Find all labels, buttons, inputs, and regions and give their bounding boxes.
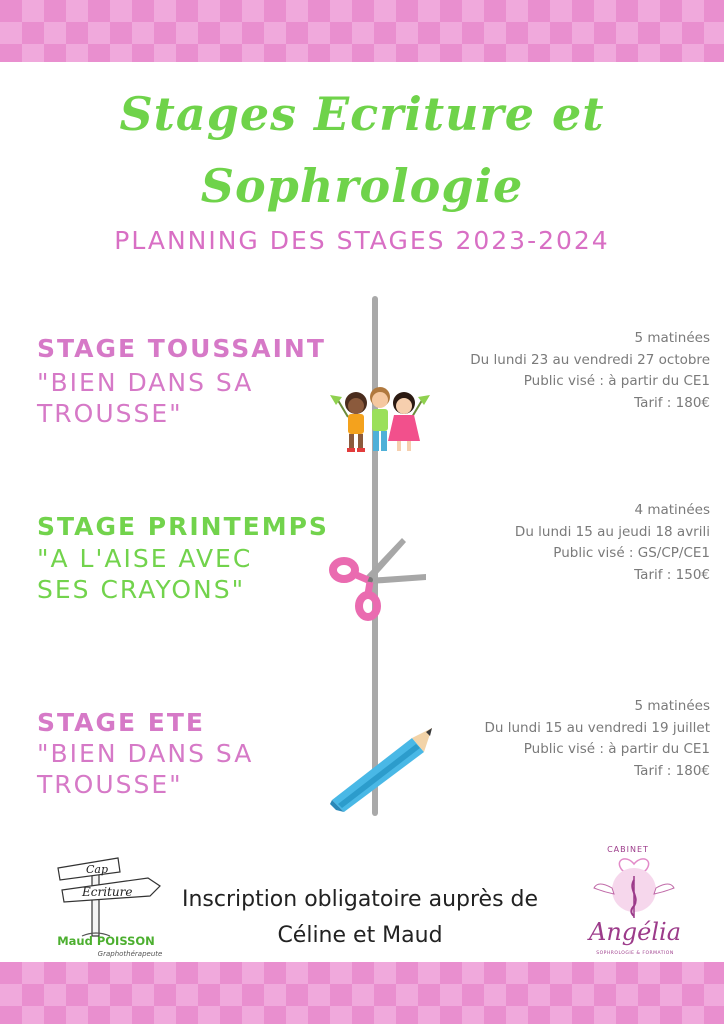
stage-1-name: STAGE TOUSSAINT: [37, 334, 326, 363]
stage-1-sessions: 5 matinées: [634, 330, 710, 346]
registration-line-1: Inscription obligatoire auprès de: [181, 887, 539, 912]
maud-name: Maud POISSON: [57, 934, 155, 948]
stage-2-sessions: 4 matinées: [634, 502, 710, 518]
page-subtitle: PLANNING DES STAGES 2023-2024: [114, 226, 610, 255]
top-decorative-band: [0, 0, 724, 62]
bottom-decorative-band: [0, 962, 724, 1024]
pencil-icon: [328, 724, 436, 812]
page-title: [0, 78, 724, 222]
registration-note: [150, 882, 570, 954]
stage-2-name: STAGE PRINTEMPS: [37, 512, 329, 541]
sign-top-text: Cap: [86, 863, 109, 876]
stage-3-audience: Public visé : à partir du CE1: [523, 741, 710, 757]
stage-2-subtitle-line-1: "A L'AISE AVEC: [37, 544, 253, 573]
scissors-icon: [326, 534, 430, 626]
stage-1-price: Tarif : 180€: [634, 394, 710, 411]
stage-2-audience: Public visé : GS/CP/CE1: [553, 545, 710, 561]
stage-1-subtitle: [37, 367, 253, 429]
stage-1-subtitle-line-1: "BIEN DANS SA: [37, 368, 254, 397]
cabinet-label: CABINET: [607, 845, 649, 854]
registration-line-2: Céline et Maud: [277, 923, 443, 948]
stage-1-dates: Du lundi 23 au vendredi 27 octobre: [470, 351, 710, 368]
stage-2-dates: Du lundi 15 au jeudi 18 avrili: [514, 523, 710, 540]
stage-2-subtitle-line-2: SES CRAYONS": [37, 575, 246, 604]
stage-1-subtitle-line-2: TROUSSE": [37, 399, 183, 428]
angelia-tagline: SOPHROLOGIE & FORMATION: [596, 951, 674, 956]
stage-2-subtitle: [37, 543, 252, 605]
stage-2-price: Tarif : 150€: [634, 566, 710, 583]
stage-1-audience: Public visé : à partir du CE1: [523, 373, 710, 389]
stage-3-sessions: 5 matinées: [634, 698, 710, 714]
title-line-2: Sophrologie: [200, 159, 524, 213]
title-line-1: Stages Ecriture et: [119, 87, 605, 141]
sign-bottom-text: Ecriture: [82, 885, 133, 899]
stage-3-dates: Du lundi 15 au vendredi 19 juillet: [484, 719, 710, 736]
maud-role: Graphothérapeute: [97, 950, 163, 958]
stage-3-name: STAGE ETE: [37, 708, 205, 737]
children-icon: [328, 383, 432, 459]
stage-3-price: Tarif : 180€: [634, 762, 710, 779]
stage-3-subtitle-line-1: "BIEN DANS SA: [37, 739, 254, 768]
stage-3-subtitle-line-2: TROUSSE": [37, 770, 183, 799]
angelia-name: Angélia: [588, 918, 681, 946]
stage-3-subtitle: [37, 738, 253, 800]
